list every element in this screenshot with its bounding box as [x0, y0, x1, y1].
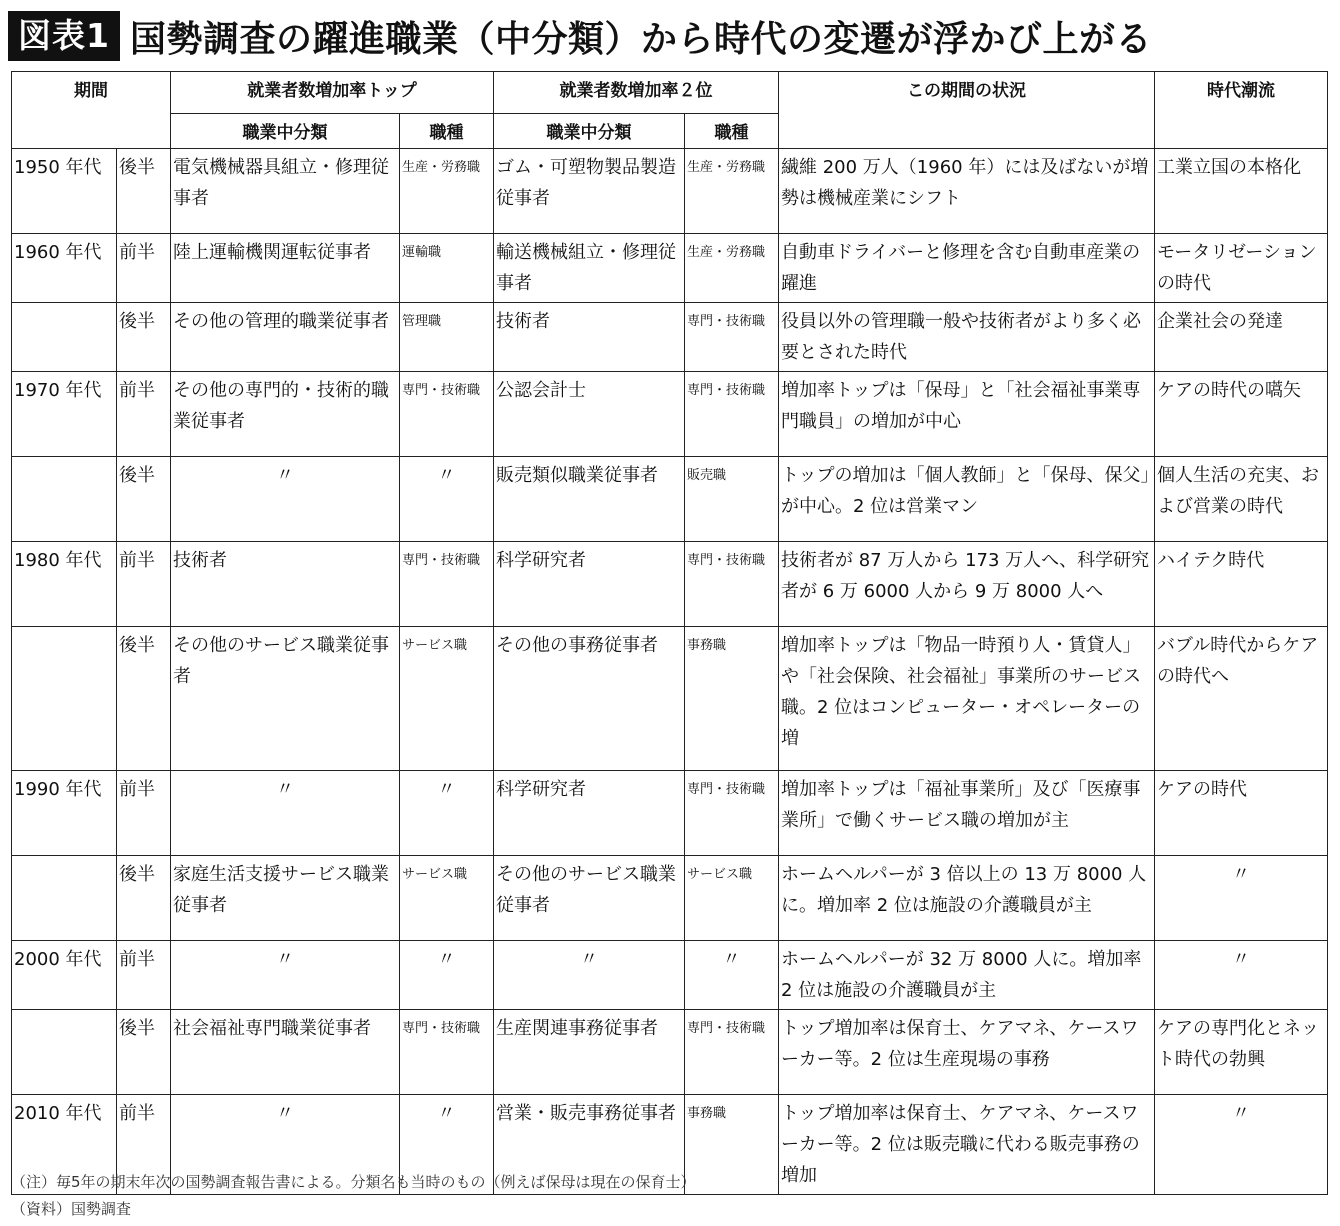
top-category-cell: 〃 — [171, 771, 400, 856]
trend-cell: 個人生活の充実、および営業の時代 — [1155, 457, 1328, 542]
second-category-cell: 〃 — [494, 941, 685, 1010]
top-category-cell: 電気機械器具組立・修理従事者 — [171, 149, 400, 234]
situation-cell: 自動車ドライバーと修理を含む自動車産業の躍進 — [779, 234, 1155, 303]
top-type-cell: 〃 — [400, 771, 494, 856]
top-category-cell: 家庭生活支援サービス職業従事者 — [171, 856, 400, 941]
top-type-cell: 〃 — [400, 1095, 494, 1195]
table-row — [12, 1010, 1328, 1095]
second-category-cell: 科学研究者 — [494, 542, 685, 627]
second-category-cell: ゴム・可塑物製品製造従事者 — [494, 149, 685, 234]
top-category-cell: 〃 — [171, 457, 400, 542]
top-type-cell: 運輸職 — [400, 234, 494, 303]
second-category-cell: 輸送機械組立・修理従事者 — [494, 234, 685, 303]
second-category-cell: 科学研究者 — [494, 771, 685, 856]
decade-cell: 1970 年代 — [12, 372, 117, 457]
top-type-cell: 管理職 — [400, 303, 494, 372]
trend-cell: 〃 — [1155, 941, 1328, 1010]
half-cell: 後半 — [117, 627, 171, 771]
decade-cell: 1980 年代 — [12, 542, 117, 627]
second-type-cell: 生産・労務職 — [685, 149, 779, 234]
decade-cell: 2010 年代 — [12, 1095, 117, 1195]
situation-cell: トップ増加率は保育士、ケアマネ、ケースワーカー等。2 位は販売職に代わる販売事務の増加 — [779, 1095, 1155, 1195]
situation-cell: 繊維 200 万人（1960 年）には及ばないが増勢は機械産業にシフト — [779, 149, 1155, 234]
half-cell: 後半 — [117, 856, 171, 941]
top-type-cell: 専門・技術職 — [400, 542, 494, 627]
second-category-cell: 販売類似職業従事者 — [494, 457, 685, 542]
header-second: 就業者数増加率２位 — [494, 72, 779, 114]
half-cell: 後半 — [117, 303, 171, 372]
second-category-cell: 生産関連事務従事者 — [494, 1010, 685, 1095]
half-cell: 後半 — [117, 1010, 171, 1095]
header-top-category: 職業中分類 — [171, 114, 400, 149]
situation-cell: ホームヘルパーが 32 万 8000 人に。増加率 2 位は施設の介護職員が主 — [779, 941, 1155, 1010]
table-row — [12, 303, 1328, 372]
decade-cell: 1960 年代 — [12, 234, 117, 303]
top-category-cell: 社会福祉専門職業従事者 — [171, 1010, 400, 1095]
decade-cell — [12, 457, 117, 542]
top-type-cell: 専門・技術職 — [400, 372, 494, 457]
situation-cell: 技術者が 87 万人から 173 万人へ、科学研究者が 6 万 6000 人から 9 万 8000 人へ — [779, 542, 1155, 627]
second-type-cell: 事務職 — [685, 627, 779, 771]
second-type-cell: 〃 — [685, 941, 779, 1010]
second-category-cell: 公認会計士 — [494, 372, 685, 457]
header-second-category: 職業中分類 — [494, 114, 685, 149]
top-category-cell: その他の管理的職業従事者 — [171, 303, 400, 372]
title-row — [8, 8, 1152, 64]
trend-cell: ケアの専門化とネット時代の勃興 — [1155, 1010, 1328, 1095]
top-type-cell: サービス職 — [400, 856, 494, 941]
table-row — [12, 542, 1328, 627]
trend-cell: バブル時代からケアの時代へ — [1155, 627, 1328, 771]
table-row — [12, 457, 1328, 542]
decade-cell — [12, 856, 117, 941]
second-type-cell: 生産・労務職 — [685, 234, 779, 303]
top-type-cell: 〃 — [400, 457, 494, 542]
half-cell: 前半 — [117, 941, 171, 1010]
situation-cell: 増加率トップは「福祉事業所」及び「医療事業所」で働くサービス職の増加が主 — [779, 771, 1155, 856]
header-top-type: 職種 — [400, 114, 494, 149]
second-type-cell: 専門・技術職 — [685, 542, 779, 627]
source-note: （資料）国勢調査 — [11, 1200, 132, 1218]
top-category-cell: 〃 — [171, 941, 400, 1010]
trend-cell: ハイテク時代 — [1155, 542, 1328, 627]
top-category-cell: その他の専門的・技術的職業従事者 — [171, 372, 400, 457]
second-type-cell: 事務職 — [685, 1095, 779, 1195]
second-category-cell: その他の事務従事者 — [494, 627, 685, 771]
second-type-cell: サービス職 — [685, 856, 779, 941]
table-row — [12, 941, 1328, 1010]
page-title: 国勢調査の躍進職業（中分類）から時代の変遷が浮かび上がる — [129, 18, 1152, 60]
decade-cell: 1950 年代 — [12, 149, 117, 234]
header-second-type: 職種 — [685, 114, 779, 149]
second-type-cell: 専門・技術職 — [685, 771, 779, 856]
second-category-cell: その他のサービス職業従事者 — [494, 856, 685, 941]
second-type-cell: 専門・技術職 — [685, 1010, 779, 1095]
header-situation: この期間の状況 — [779, 72, 1155, 114]
situation-cell: トップの増加は「個人教師」と「保母、保父」が中心。2 位は営業マン — [779, 457, 1155, 542]
header-top: 就業者数増加率トップ — [171, 72, 494, 114]
top-type-cell: 〃 — [400, 941, 494, 1010]
situation-cell: 増加率トップは「保母」と「社会福祉事業専門職員」の増加が中心 — [779, 372, 1155, 457]
top-category-cell: 陸上運輸機関運転従事者 — [171, 234, 400, 303]
half-cell: 前半 — [117, 372, 171, 457]
situation-cell: 役員以外の管理職一般や技術者がより多く必要とされた時代 — [779, 303, 1155, 372]
table-row — [12, 856, 1328, 941]
decade-cell — [12, 627, 117, 771]
second-category-cell: 営業・販売事務従事者 — [494, 1095, 685, 1195]
table-row — [12, 234, 1328, 303]
half-cell: 後半 — [117, 457, 171, 542]
half-cell: 前半 — [117, 1095, 171, 1195]
half-cell: 後半 — [117, 149, 171, 234]
table-row — [12, 771, 1328, 856]
top-type-cell: 生産・労務職 — [400, 149, 494, 234]
top-category-cell: 〃 — [171, 1095, 400, 1195]
decade-cell: 2000 年代 — [12, 941, 117, 1010]
decade-cell — [12, 303, 117, 372]
table-row — [12, 149, 1328, 234]
header-trend: 時代潮流 — [1155, 72, 1328, 114]
situation-cell: ホームヘルパーが 3 倍以上の 13 万 8000 人に。増加率 2 位は施設の介護職員が主 — [779, 856, 1155, 941]
table-row — [12, 627, 1328, 771]
trend-cell: 〃 — [1155, 856, 1328, 941]
decade-cell — [12, 1010, 117, 1095]
second-type-cell: 販売職 — [685, 457, 779, 542]
trend-cell: 企業社会の発達 — [1155, 303, 1328, 372]
second-type-cell: 専門・技術職 — [685, 303, 779, 372]
top-type-cell: サービス職 — [400, 627, 494, 771]
top-category-cell: その他のサービス職業従事者 — [171, 627, 400, 771]
trend-cell: 工業立国の本格化 — [1155, 149, 1328, 234]
trend-cell: ケアの時代の嚆矢 — [1155, 372, 1328, 457]
occupation-table — [11, 71, 1328, 1195]
header-period: 期間 — [12, 72, 171, 114]
half-cell: 前半 — [117, 234, 171, 303]
second-category-cell: 技術者 — [494, 303, 685, 372]
trend-cell: ケアの時代 — [1155, 771, 1328, 856]
table-row — [12, 372, 1328, 457]
trend-cell: 〃 — [1155, 1095, 1328, 1195]
second-type-cell: 専門・技術職 — [685, 372, 779, 457]
situation-cell: 増加率トップは「物品一時預り人・賃貸人」や「社会保険、社会福祉」事業所のサービス職。2 位はコンピューター・オペレーターの増 — [779, 627, 1155, 771]
half-cell: 前半 — [117, 542, 171, 627]
figure-badge: 図表1 — [8, 11, 120, 61]
decade-cell: 1990 年代 — [12, 771, 117, 856]
footnote: （注）毎5年の期末年次の国勢調査報告書による。分類名も当時のもの（例えば保母は現在の保育士） — [11, 1173, 696, 1191]
situation-cell: トップ増加率は保育士、ケアマネ、ケースワーカー等。2 位は生産現場の事務 — [779, 1010, 1155, 1095]
trend-cell: モータリゼーションの時代 — [1155, 234, 1328, 303]
top-type-cell: 専門・技術職 — [400, 1010, 494, 1095]
half-cell: 前半 — [117, 771, 171, 856]
top-category-cell: 技術者 — [171, 542, 400, 627]
